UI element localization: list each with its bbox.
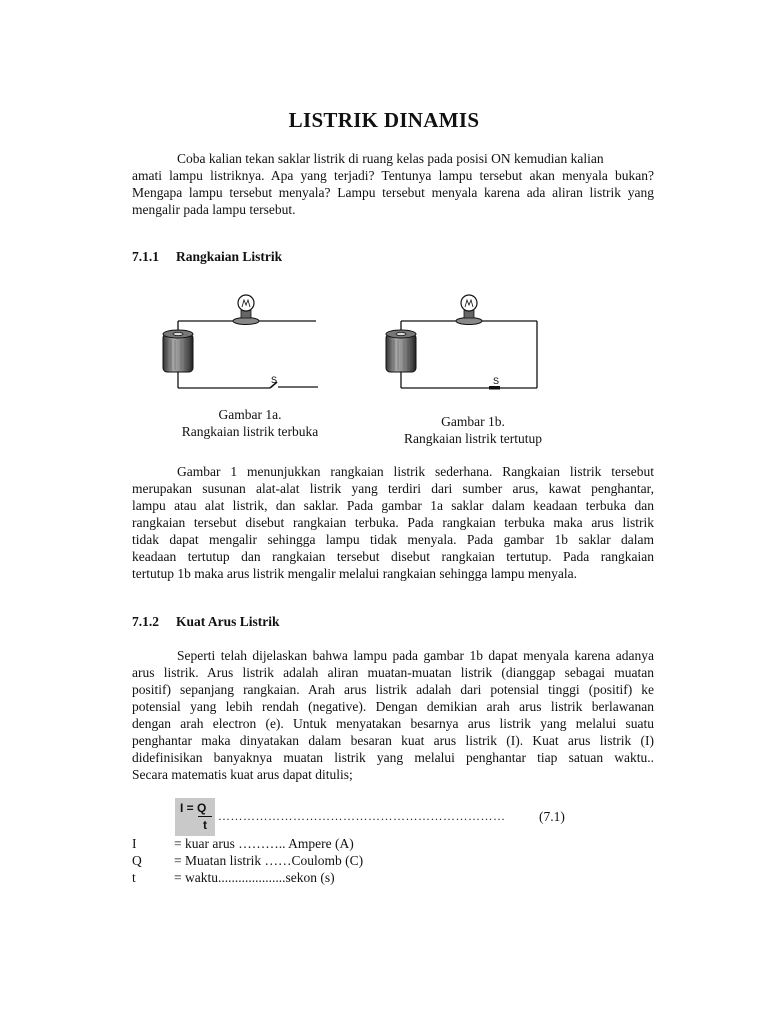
switch-label: S [493, 376, 500, 386]
intro-paragraph [132, 150, 654, 218]
page-title: LISTRIK DINAMIS [288, 108, 480, 132]
legend-item [132, 853, 363, 869]
wire [178, 321, 318, 388]
paragraph-line: potensial yang lebih rendah (negative). Dengan demikian arah arus listrik berlawanan [132, 699, 654, 714]
paragraph-line: arus listrik. Arus listrik adalah aliran muatan-muatan listrik (dianggap sebagai muatan [132, 665, 654, 680]
wire [401, 321, 537, 388]
formula-leader-dots: …………………………………………………………… [218, 809, 506, 823]
lamp-icon [456, 295, 482, 325]
open-circuit-diagram [150, 290, 340, 402]
intro-line: mengalir pada lampu tersebut. [132, 202, 296, 217]
figure-1b-text: Rangkaian listrik tertutup [404, 431, 542, 446]
paragraph-line: tertutup 1b maka arus listrik mengalir melalui rangkaian sehingga lampu menyala. [132, 566, 577, 581]
paragraph-line: merupakan susunan alat-alat listrik yang terdiri dari sumber arus, kawat penghantar, [132, 481, 654, 496]
paragraph-line: didefinisikan banyaknya muatan listrik yang melalui penghantar tiap satuan waktu.. [132, 750, 654, 765]
paragraph-line: dengan arah electron (e). Untuk menyatakan besarnya arus listrik yang melalui suatu [132, 716, 654, 731]
legend-symbol: t [132, 870, 136, 885]
equation-number: (7.1) [539, 809, 565, 824]
formula-box [175, 798, 215, 836]
intro-line: amati lampu listriknya. Apa yang terjadi? Tentunya lampu tersebut akan menyala bukan? [132, 168, 654, 183]
figure-1a-text: Rangkaian listrik terbuka [181, 424, 319, 439]
section-number: 7.1.2 [132, 614, 159, 629]
legend-symbol: I [132, 836, 137, 851]
formula-denominator: t [203, 818, 207, 832]
legend-text: = kuar arus ……….. Ampere (A) [174, 836, 354, 851]
kuat-arus-paragraph [132, 647, 654, 783]
legend-item [132, 836, 354, 852]
paragraph-line: keadaan tertutup dan rangkaian tersebut disebut rangkaian tertutup. Pada rangkaian [132, 549, 654, 564]
figure-1a-label: Gambar 1a. [218, 407, 282, 422]
switch-label: S [271, 375, 278, 385]
lamp-icon [233, 295, 259, 325]
paragraph-line: Gambar 1 menunjukkan rangkaian listrik sederhana. Rangkaian listrik tersebut [177, 464, 654, 479]
figure-1a-caption [160, 406, 340, 440]
intro-line: Mengapa lampu tersebut menyala? Lampu tersebut menyala karena ada aliran listrik yang [132, 185, 654, 200]
legend-text: = Muatan listrik ……Coulomb (C) [174, 853, 364, 868]
section-number: 7.1.1 [132, 249, 159, 264]
legend-text: = waktu....................sekon (s) [174, 870, 335, 885]
paragraph-line: lampu atau alat listrik, dan saklar. Pada gambar 1a saklar dalam keadaan terbuka dan [132, 498, 654, 513]
paragraph-line: Seperti telah dijelaskan bahwa lampu pada gambar 1b dapat menyala karena adanya [177, 648, 654, 663]
rangkaian-paragraph [132, 463, 654, 582]
battery-icon [386, 330, 416, 372]
section-title: Kuat Arus Listrik [176, 614, 280, 629]
switch-closed-icon [489, 386, 500, 390]
paragraph-line: rangkaian tersebut disebut rangkaian terbuka. Pada rangkaian terbuka maka arus listrik [132, 515, 654, 530]
figure-1b-caption [383, 413, 563, 447]
intro-line: Coba kalian tekan saklar listrik di ruang kelas pada posisi ON kemudian kalian [177, 151, 604, 166]
paragraph-line: penghantar maka dinyatakan dalam besaran kuat arus listrik (I). Kuat arus listrik (I) [132, 733, 654, 748]
section-title: Rangkaian Listrik [176, 249, 283, 264]
figure-1b-label: Gambar 1b. [441, 414, 505, 429]
paragraph-line: tidak dapat mengalir sehingga lampu tidak menyala. Pada gambar 1b saklar dalam [132, 532, 654, 547]
paragraph-line: Secara matematis kuat arus dapat ditulis; [132, 767, 353, 782]
legend-symbol: Q [132, 853, 142, 868]
fraction-bar [198, 816, 212, 817]
paragraph-line: positif) sepanjang rangkaian. Arah arus listrik adalah dari potensial tinggi (positif) ke [132, 682, 654, 697]
legend-item [132, 870, 335, 886]
formula-numerator: I = Q [180, 801, 207, 815]
section-heading-kuat-arus [132, 614, 280, 630]
closed-circuit-diagram [373, 290, 563, 402]
battery-icon [163, 330, 193, 372]
section-heading-rangkaian [132, 249, 282, 265]
